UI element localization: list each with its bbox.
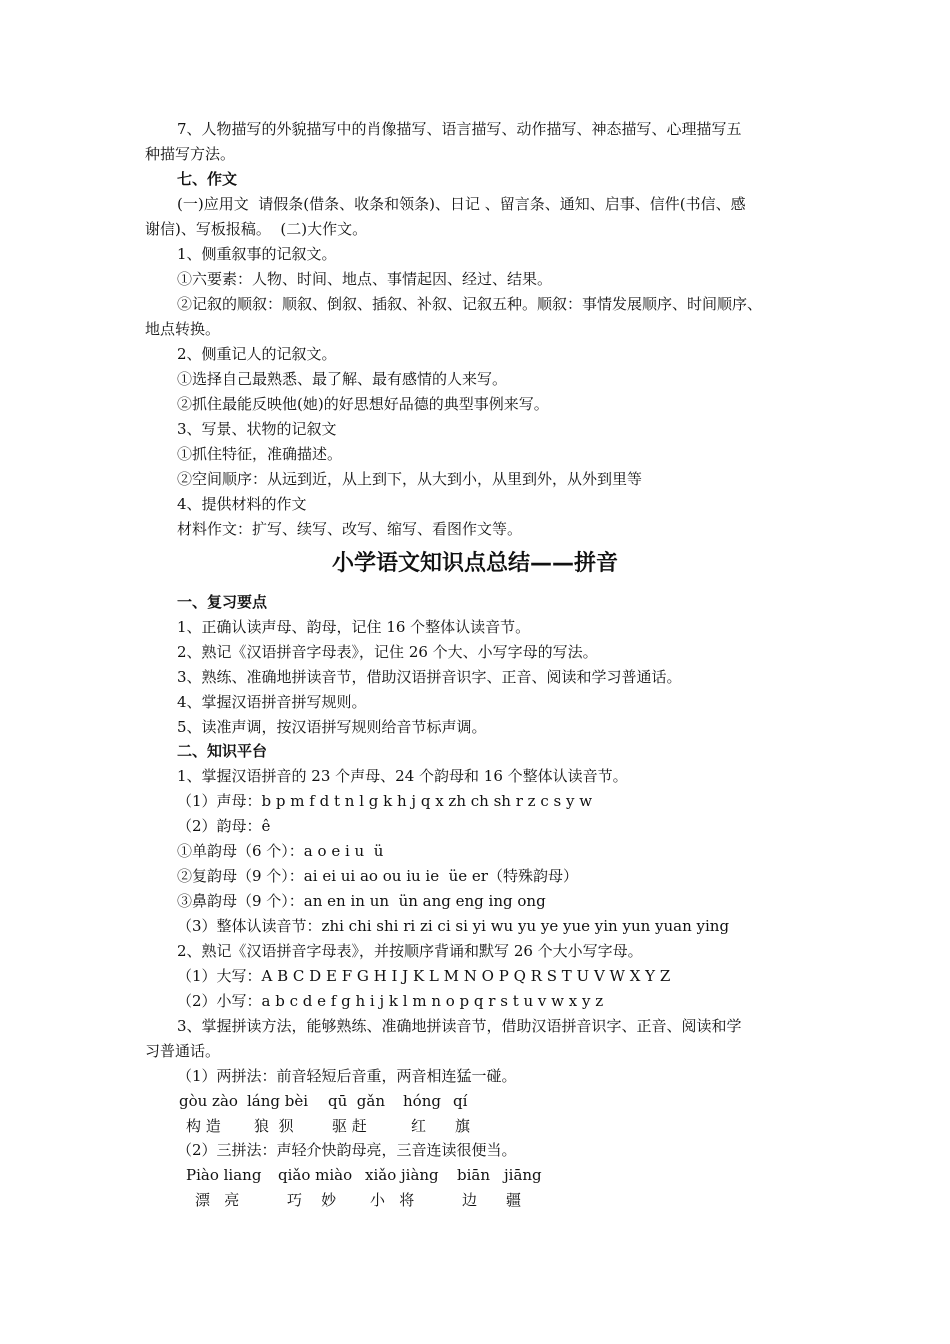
pinyin-word: hóng [403, 1092, 441, 1110]
text-line: 材料作文：扩写、续写、改写、缩写、看图作文等。 [177, 520, 523, 538]
hanzi-word: 构 造 [186, 1117, 221, 1135]
pinyin-word: qiǎo miào [278, 1166, 353, 1184]
text-line: 3、掌握拼读方法，能够熟练、准确地拼读音节，借助汉语拼音识字、正音、阅读和学 [177, 1017, 742, 1035]
text-line: ①选择自己最熟悉、最了解、最有感情的人来写。 [177, 370, 508, 388]
text-line: 2、熟记《汉语拼音字母表》，记住 26 个大、小写字母的写法。 [177, 643, 598, 661]
text-line: ②空间顺序：从远到近，从上到下，从大到小，从里到外，从外到里等 [177, 470, 643, 488]
text-line: 1、侧重叙事的记叙文。 [177, 245, 337, 263]
hanzi-word: 疆 [506, 1191, 522, 1209]
pinyin-word: biān [457, 1166, 491, 1184]
page-title: 小学语文知识点总结——拼音 [331, 551, 618, 576]
text-line: （1）声母：b p m f d t n l g k h j q x zh ch sh r z c s y w [177, 792, 593, 810]
hanzi-word: 驱 赶 [332, 1117, 367, 1135]
pinyin-word: qū gǎn [328, 1092, 386, 1110]
pinyin-word: láng bèi [247, 1092, 309, 1110]
text-line: 3、写景、状物的记叙文 [177, 420, 337, 438]
text-line: （3）整体认读音节：zhi chi shi ri zi ci si yi wu yu ye yue yin yun yuan ying [177, 917, 730, 935]
text-line: （1）两拼法：前音轻短后音重，两音相连猛一碰。 [177, 1067, 517, 1085]
text-line: 种描写方法。 [145, 145, 236, 163]
text-line: 1、掌握汉语拼音的 23 个声母、24 个韵母和 16 个整体认读音节。 [177, 767, 628, 785]
hanzi-word: 旗 [455, 1117, 471, 1135]
text-line: （2）小写：a b c d e f g h i j k l m n o p q r s t u v w x y z [177, 992, 604, 1010]
hanzi-word: 巧 妙 [287, 1191, 337, 1209]
text-line: 1、正确认读声母、韵母，记住 16 个整体认读音节。 [177, 618, 531, 636]
text-line: ②复韵母（9 个）：ai ei ui ao ou iu ie üe er（特殊韵母） [177, 867, 578, 885]
text-line: ②记叙的顺叙：顺叙、倒叙、插叙、补叙、记叙五种。顺叙：事情发展顺序、时间顺序、 [177, 295, 763, 313]
section-heading: 二、知识平台 [177, 742, 268, 760]
text-line: 地点转换。 [145, 320, 221, 338]
text-line: 7、人物描写的外貌描写中的肖像描写、语言描写、动作描写、神态描写、心理描写五 [177, 120, 742, 138]
text-line: 谢信)、写板报稿。 (二)大作文。 [145, 220, 368, 238]
text-line: 4、提供材料的作文 [177, 495, 307, 513]
text-line: 习普通话。 [145, 1042, 221, 1060]
section-heading: 七、作文 [177, 170, 238, 188]
text-line: （1）大写：A B C D E F G H I J K L M N O P Q R S T U V W X Y Z [177, 967, 671, 985]
pinyin-word: Piào liang [186, 1166, 262, 1184]
text-line: ①单韵母（6 个）：a o e i u ü [177, 842, 384, 860]
pinyin-word: qí [453, 1092, 468, 1110]
text-line: （2）三拼法：声轻介快韵母亮，三音连读很便当。 [177, 1141, 517, 1159]
pinyin-word: xiǎo jiàng [365, 1166, 439, 1184]
text-line: ①抓住特征，准确描述。 [177, 445, 343, 463]
text-line: 2、熟记《汉语拼音字母表》，并按顺序背诵和默写 26 个大小写字母。 [177, 942, 643, 960]
hanzi-word: 狼 狈 [254, 1117, 294, 1135]
text-line: ③鼻韵母（9 个）：an en in un ün ang eng ing ong [177, 892, 546, 910]
text-line: ②抓住最能反映他(她)的好思想好品德的典型事例来写。 [177, 395, 549, 413]
text-line: 5、读准声调，按汉语拼写规则给音节标声调。 [177, 718, 487, 736]
hanzi-word: 边 [462, 1191, 478, 1209]
pinyin-word: jiāng [504, 1166, 542, 1184]
section-heading: 一、复习要点 [177, 593, 268, 611]
text-line: （2）韵母：ê [177, 817, 271, 835]
text-line: 3、熟练、准确地拼读音节，借助汉语拼音识字、正音、阅读和学习普通话。 [177, 668, 682, 686]
hanzi-word: 漂 亮 [195, 1191, 240, 1209]
text-line: 2、侧重记人的记叙文。 [177, 345, 337, 363]
text-line: ①六要素：人物、时间、地点、事情起因、经过、结果。 [177, 270, 553, 288]
hanzi-word: 小 将 [370, 1191, 415, 1209]
hanzi-word: 红 [411, 1117, 427, 1135]
text-line: (一)应用文 请假条(借条、收条和领条)、日记 、留言条、通知、启事、信件(书信、感 [177, 195, 746, 213]
pinyin-word: gòu zào [179, 1092, 238, 1110]
text-line: 4、掌握汉语拼音拼写规则。 [177, 693, 367, 711]
